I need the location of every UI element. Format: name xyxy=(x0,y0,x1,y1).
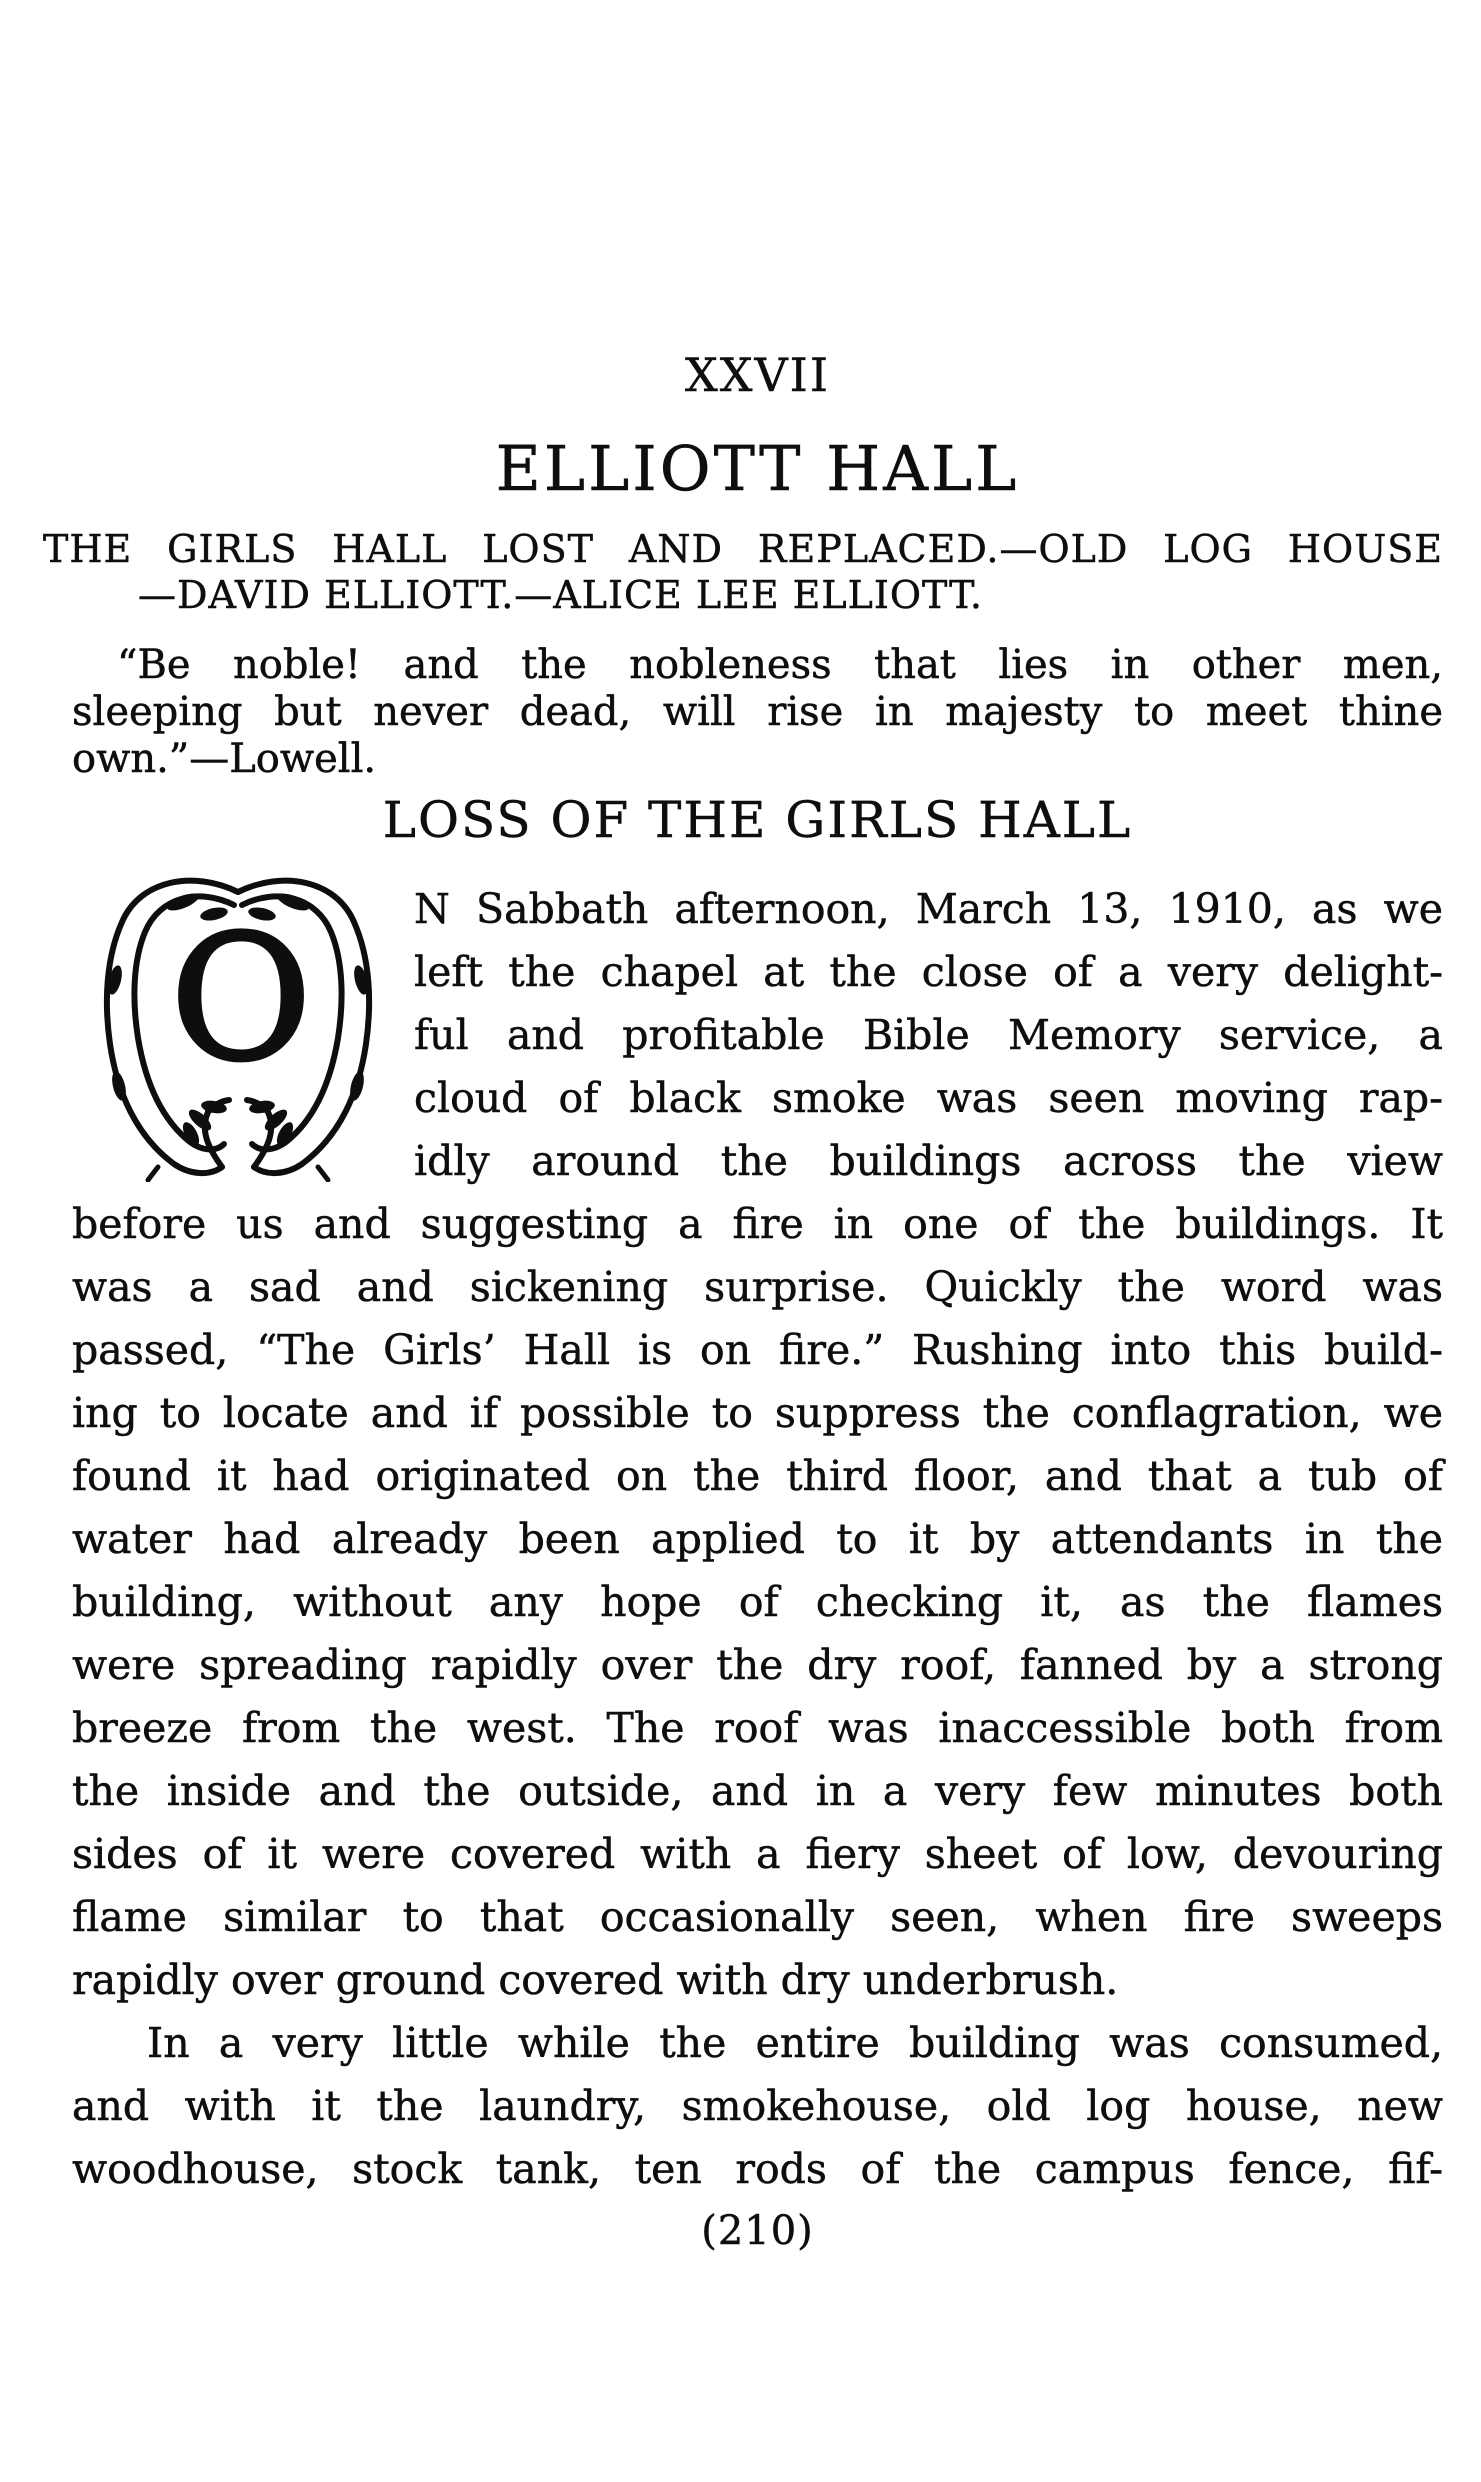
body-line: idly around the buildings across the view xyxy=(414,1137,1443,1185)
page-content xyxy=(0,348,1481,2254)
body-line: building, without any hope of checking it, as the flames xyxy=(72,1578,1443,1626)
paragraph-2 xyxy=(72,2012,1443,2201)
chapter-subtitle-line-2: —DAVID ELLIOTT.—ALICE LEE ELLIOTT. xyxy=(138,573,983,617)
paragraph-2-first-line: In a very little while the entire building was consumed, xyxy=(147,2019,1443,2067)
drop-cap-ornament xyxy=(88,872,388,1182)
chapter-subtitle xyxy=(43,526,1443,618)
paragraph-2-lines xyxy=(72,2075,1443,2201)
body-line: passed, “The Girls’ Hall is on fire.” Rushing into this build- xyxy=(72,1326,1443,1374)
body-line: water had already been applied to it by attendants in the xyxy=(72,1515,1443,1563)
body-line: before us and suggesting a fire in one of the buildings. It xyxy=(72,1200,1443,1248)
paragraph-1 xyxy=(72,878,1443,2012)
body-line: ful and profitable Bible Memory service, a xyxy=(414,1011,1443,1059)
body-line: left the chapel at the close of a very delight- xyxy=(414,948,1443,996)
body-line: woodhouse, stock tank, ten rods of the campus fence, fif- xyxy=(72,2145,1443,2193)
epigraph-line-3: own.”—Lowell. xyxy=(72,736,377,782)
body-line: N Sabbath afternoon, March 13, 1910, as we xyxy=(414,885,1443,933)
body-line: cloud of black smoke was seen moving rap- xyxy=(414,1074,1443,1122)
section-heading: LOSS OF THE GIRLS HALL xyxy=(382,791,1133,849)
ornate-o-icon xyxy=(88,872,388,1182)
chapter-subtitle-line-1: THE GIRLS HALL LOST AND REPLACED.—OLD LOG HOUSE xyxy=(43,527,1443,571)
chapter-title: ELLIOTT HALL xyxy=(495,432,1020,505)
body-line: flame similar to that occasionally seen, when fire sweeps xyxy=(72,1893,1443,1941)
chapter-number: XXVII xyxy=(684,348,831,402)
body-line: and with it the laundry, smokehouse, old log house, new xyxy=(72,2082,1443,2130)
drop-cap-letter: O xyxy=(170,898,312,1099)
epigraph-line-2: sleeping but never dead, will rise in majesty to meet thine xyxy=(72,689,1443,735)
body-line: sides of it were covered with a fiery sheet of low, devouring xyxy=(72,1830,1443,1878)
page-number: (210) xyxy=(701,2208,814,2254)
epigraph-line-1: “Be noble! and the nobleness that lies in other men, xyxy=(117,642,1443,688)
epigraph-quote xyxy=(72,642,1443,783)
body-line: was a sad and sickening surprise. Quickly the word was xyxy=(72,1263,1443,1311)
body-line: found it had originated on the third floor, and that a tub of xyxy=(72,1452,1443,1500)
body-line: the inside and the outside, and in a very few minutes both xyxy=(72,1767,1443,1815)
paragraph-1-last-line: rapidly over ground covered with dry underbrush. xyxy=(72,1956,1119,2004)
paragraph-1-lines xyxy=(72,1193,1443,1949)
body-line: were spreading rapidly over the dry roof, fanned by a strong xyxy=(72,1641,1443,1689)
body-line: breeze from the west. The roof was inaccessible both from xyxy=(72,1704,1443,1752)
body-line: ing to locate and if possible to suppress the conflagration, we xyxy=(72,1389,1443,1437)
